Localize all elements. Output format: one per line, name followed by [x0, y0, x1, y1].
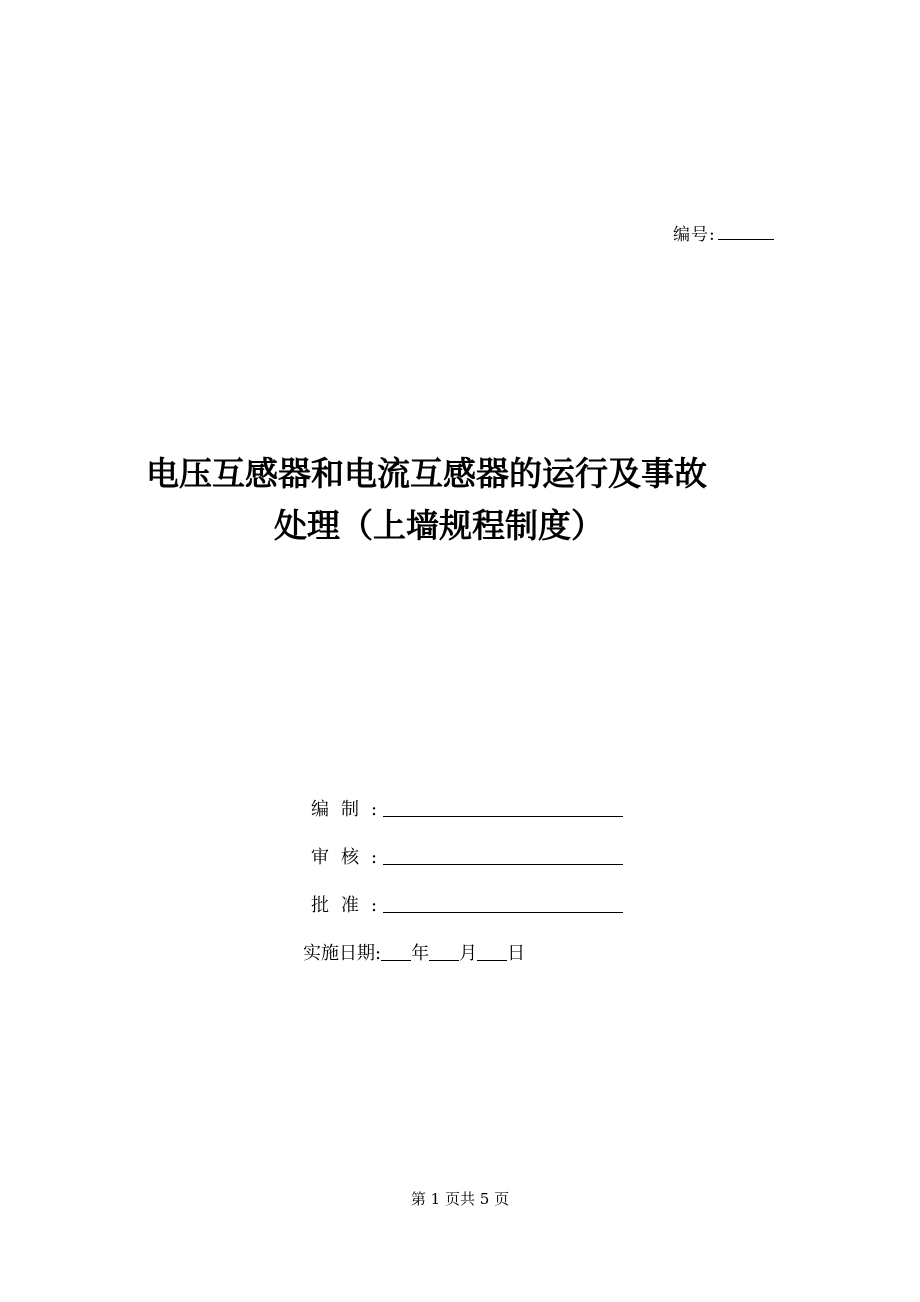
reviewed-by-label: 审核:	[311, 847, 390, 868]
signature-block	[303, 773, 623, 965]
approved-by-row	[303, 869, 623, 917]
reviewed-by-row	[303, 821, 623, 869]
document-number-blank	[718, 222, 774, 240]
year-label: 年	[411, 943, 430, 964]
day-blank	[477, 940, 507, 961]
compiled-by-label: 编制:	[311, 799, 390, 820]
document-title	[146, 448, 786, 552]
approved-by-blank	[383, 892, 623, 913]
page-number: 第 1 页共 5 页	[410, 1190, 510, 1208]
reviewed-by-blank	[383, 844, 623, 865]
approved-by-label: 批准:	[311, 895, 390, 916]
year-blank	[381, 940, 411, 961]
effective-date-label: 实施日期:	[303, 943, 382, 964]
day-label: 日	[507, 943, 526, 964]
month-label: 月	[459, 943, 478, 964]
compiled-by-row	[303, 773, 623, 821]
month-blank	[429, 940, 459, 961]
document-number	[673, 220, 774, 245]
title-line-2: 处理（上墙规程制度）	[274, 506, 604, 545]
document-number-label: 编号:	[673, 225, 716, 245]
compiled-by-blank	[383, 796, 623, 817]
effective-date-row	[303, 917, 623, 965]
page-footer	[0, 1188, 920, 1209]
title-line-1: 电压互感器和电流互感器的运行及事故	[146, 454, 707, 493]
